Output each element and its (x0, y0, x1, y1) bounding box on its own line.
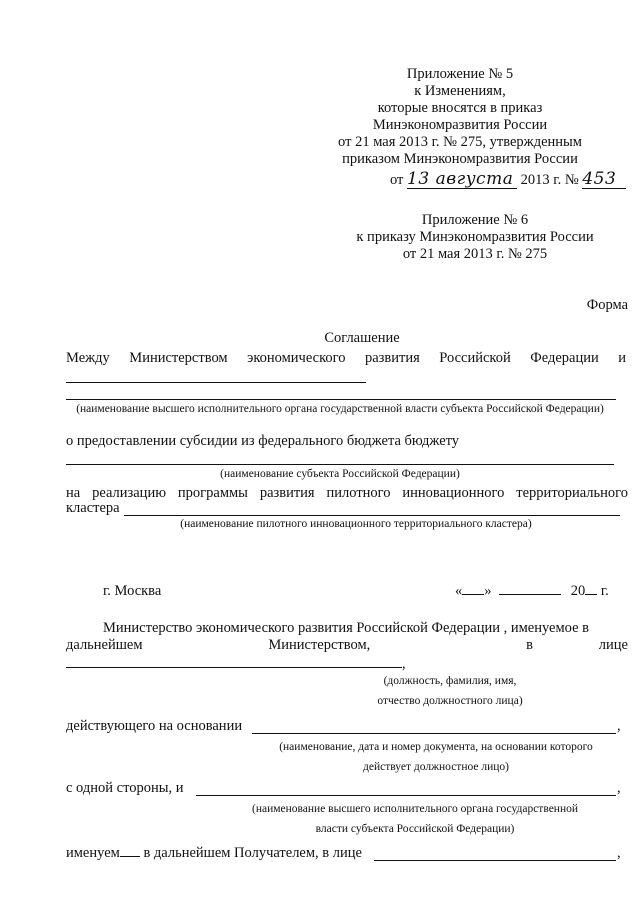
note-cluster: (наименование пилотного инновационного территориального кластера) (180, 518, 532, 530)
word: на (66, 485, 81, 501)
word: Федерации (530, 350, 599, 366)
handwritten-date: 13 августа (407, 171, 517, 189)
note-organ-2-line: (наименование высшего исполнительного органа государственной (251, 803, 579, 815)
note-document (248, 737, 624, 777)
date-field (455, 583, 609, 600)
note-subject: (наименование субъекта Российской Федерации) (220, 468, 460, 480)
note-organ-2-line: власти субъекта Российской Федерации) (315, 823, 515, 835)
word: инновационного (402, 485, 505, 501)
date-close-quote: » (484, 583, 492, 599)
appendix-6-block (330, 212, 620, 263)
subsidy-text: о предоставлении субсидии из федерального бюджета бюджету (66, 433, 460, 449)
appendix-6-line: к приказу Минэкономразвития России (356, 229, 594, 245)
handwritten-number: 453 (582, 171, 626, 189)
blank-line (66, 399, 616, 400)
blank-line (66, 464, 614, 465)
note-document-line: действует должностное лицо) (363, 761, 509, 773)
appendix-6-line: от 21 мая 2013 г. № 275 (402, 246, 548, 262)
appendix-5-line: Приложение № 5 (406, 66, 514, 82)
blank-line (124, 515, 620, 516)
word: дальнейшем (66, 637, 143, 653)
order-year: 2013 г. № (520, 172, 579, 188)
note-position-line: отчество должностного лица) (377, 695, 523, 707)
note-organ-2 (200, 799, 630, 839)
word: развития (259, 485, 315, 501)
appendix-5-line: приказом Минэкономразвития России (342, 151, 578, 167)
word: территориального (516, 485, 628, 501)
one-side-label: с одной стороны, и (66, 780, 184, 796)
appendix-5-block (330, 66, 590, 168)
blank-line (66, 382, 366, 383)
word: и (618, 350, 626, 366)
word: программы (177, 485, 248, 501)
recipient-text: в дальнейшем Получателем, в лице (143, 845, 362, 861)
between-line (66, 350, 626, 367)
note-document-line: (наименование, дата и номер документа, на основании которого (279, 741, 593, 753)
blank-line (196, 795, 616, 796)
word: пилотного (326, 485, 391, 501)
note-organ-text: (наименование высшего исполнительного органа государственной власти субъекта Российской Федерации) (76, 403, 604, 415)
appendix-5-line: которые вносятся в приказ (377, 100, 543, 116)
word: развития (364, 350, 420, 366)
named-line (66, 845, 362, 862)
appendix-5-line: к Изменениям, (414, 83, 506, 99)
comma: , (617, 845, 621, 861)
date-open-quote: « (455, 583, 463, 599)
city: г. Москва (103, 583, 162, 599)
word: Министерством (129, 350, 228, 366)
named-label: именуем (66, 845, 120, 861)
comma: , (617, 718, 621, 734)
year-blank (585, 594, 597, 595)
year-suffix: г. (600, 583, 609, 599)
word: реализацию (92, 485, 167, 501)
note-position (340, 671, 560, 711)
appendix-5-line: от 21 мая 2013 г. № 275, утвержденным (338, 134, 582, 150)
blank-line (374, 860, 616, 861)
ending-blank (120, 856, 140, 857)
program-line (66, 485, 628, 502)
word: в (526, 637, 533, 653)
blank-line (66, 667, 402, 668)
order-date-line (390, 171, 626, 189)
document-title: Соглашение (324, 330, 400, 346)
word: Между (66, 350, 110, 366)
note-organ (60, 402, 620, 416)
month-blank (499, 594, 561, 595)
cluster-label: кластера (66, 500, 120, 516)
word: Министерством, (268, 637, 371, 653)
further-line (66, 637, 628, 654)
acting-label: действующего на основании (66, 718, 243, 734)
word: экономического (247, 350, 346, 366)
blank-line (252, 733, 616, 734)
day-blank (462, 594, 484, 595)
appendix-5-line: Минэкономразвития России (372, 117, 548, 133)
form-label: Форма (586, 297, 628, 313)
comma: , (617, 780, 621, 796)
note-position-line: (должность, фамилия, имя, (383, 675, 517, 687)
year-prefix: 20 (570, 583, 586, 599)
appendix-6-line: Приложение № 6 (421, 212, 529, 228)
order-prefix: от (390, 172, 404, 188)
word: лице (598, 637, 628, 653)
comma: , (402, 656, 406, 672)
ministry-line: Министерство экономического развития Российской Федерации , именуемое в (103, 620, 590, 636)
word: Российской (439, 350, 511, 366)
